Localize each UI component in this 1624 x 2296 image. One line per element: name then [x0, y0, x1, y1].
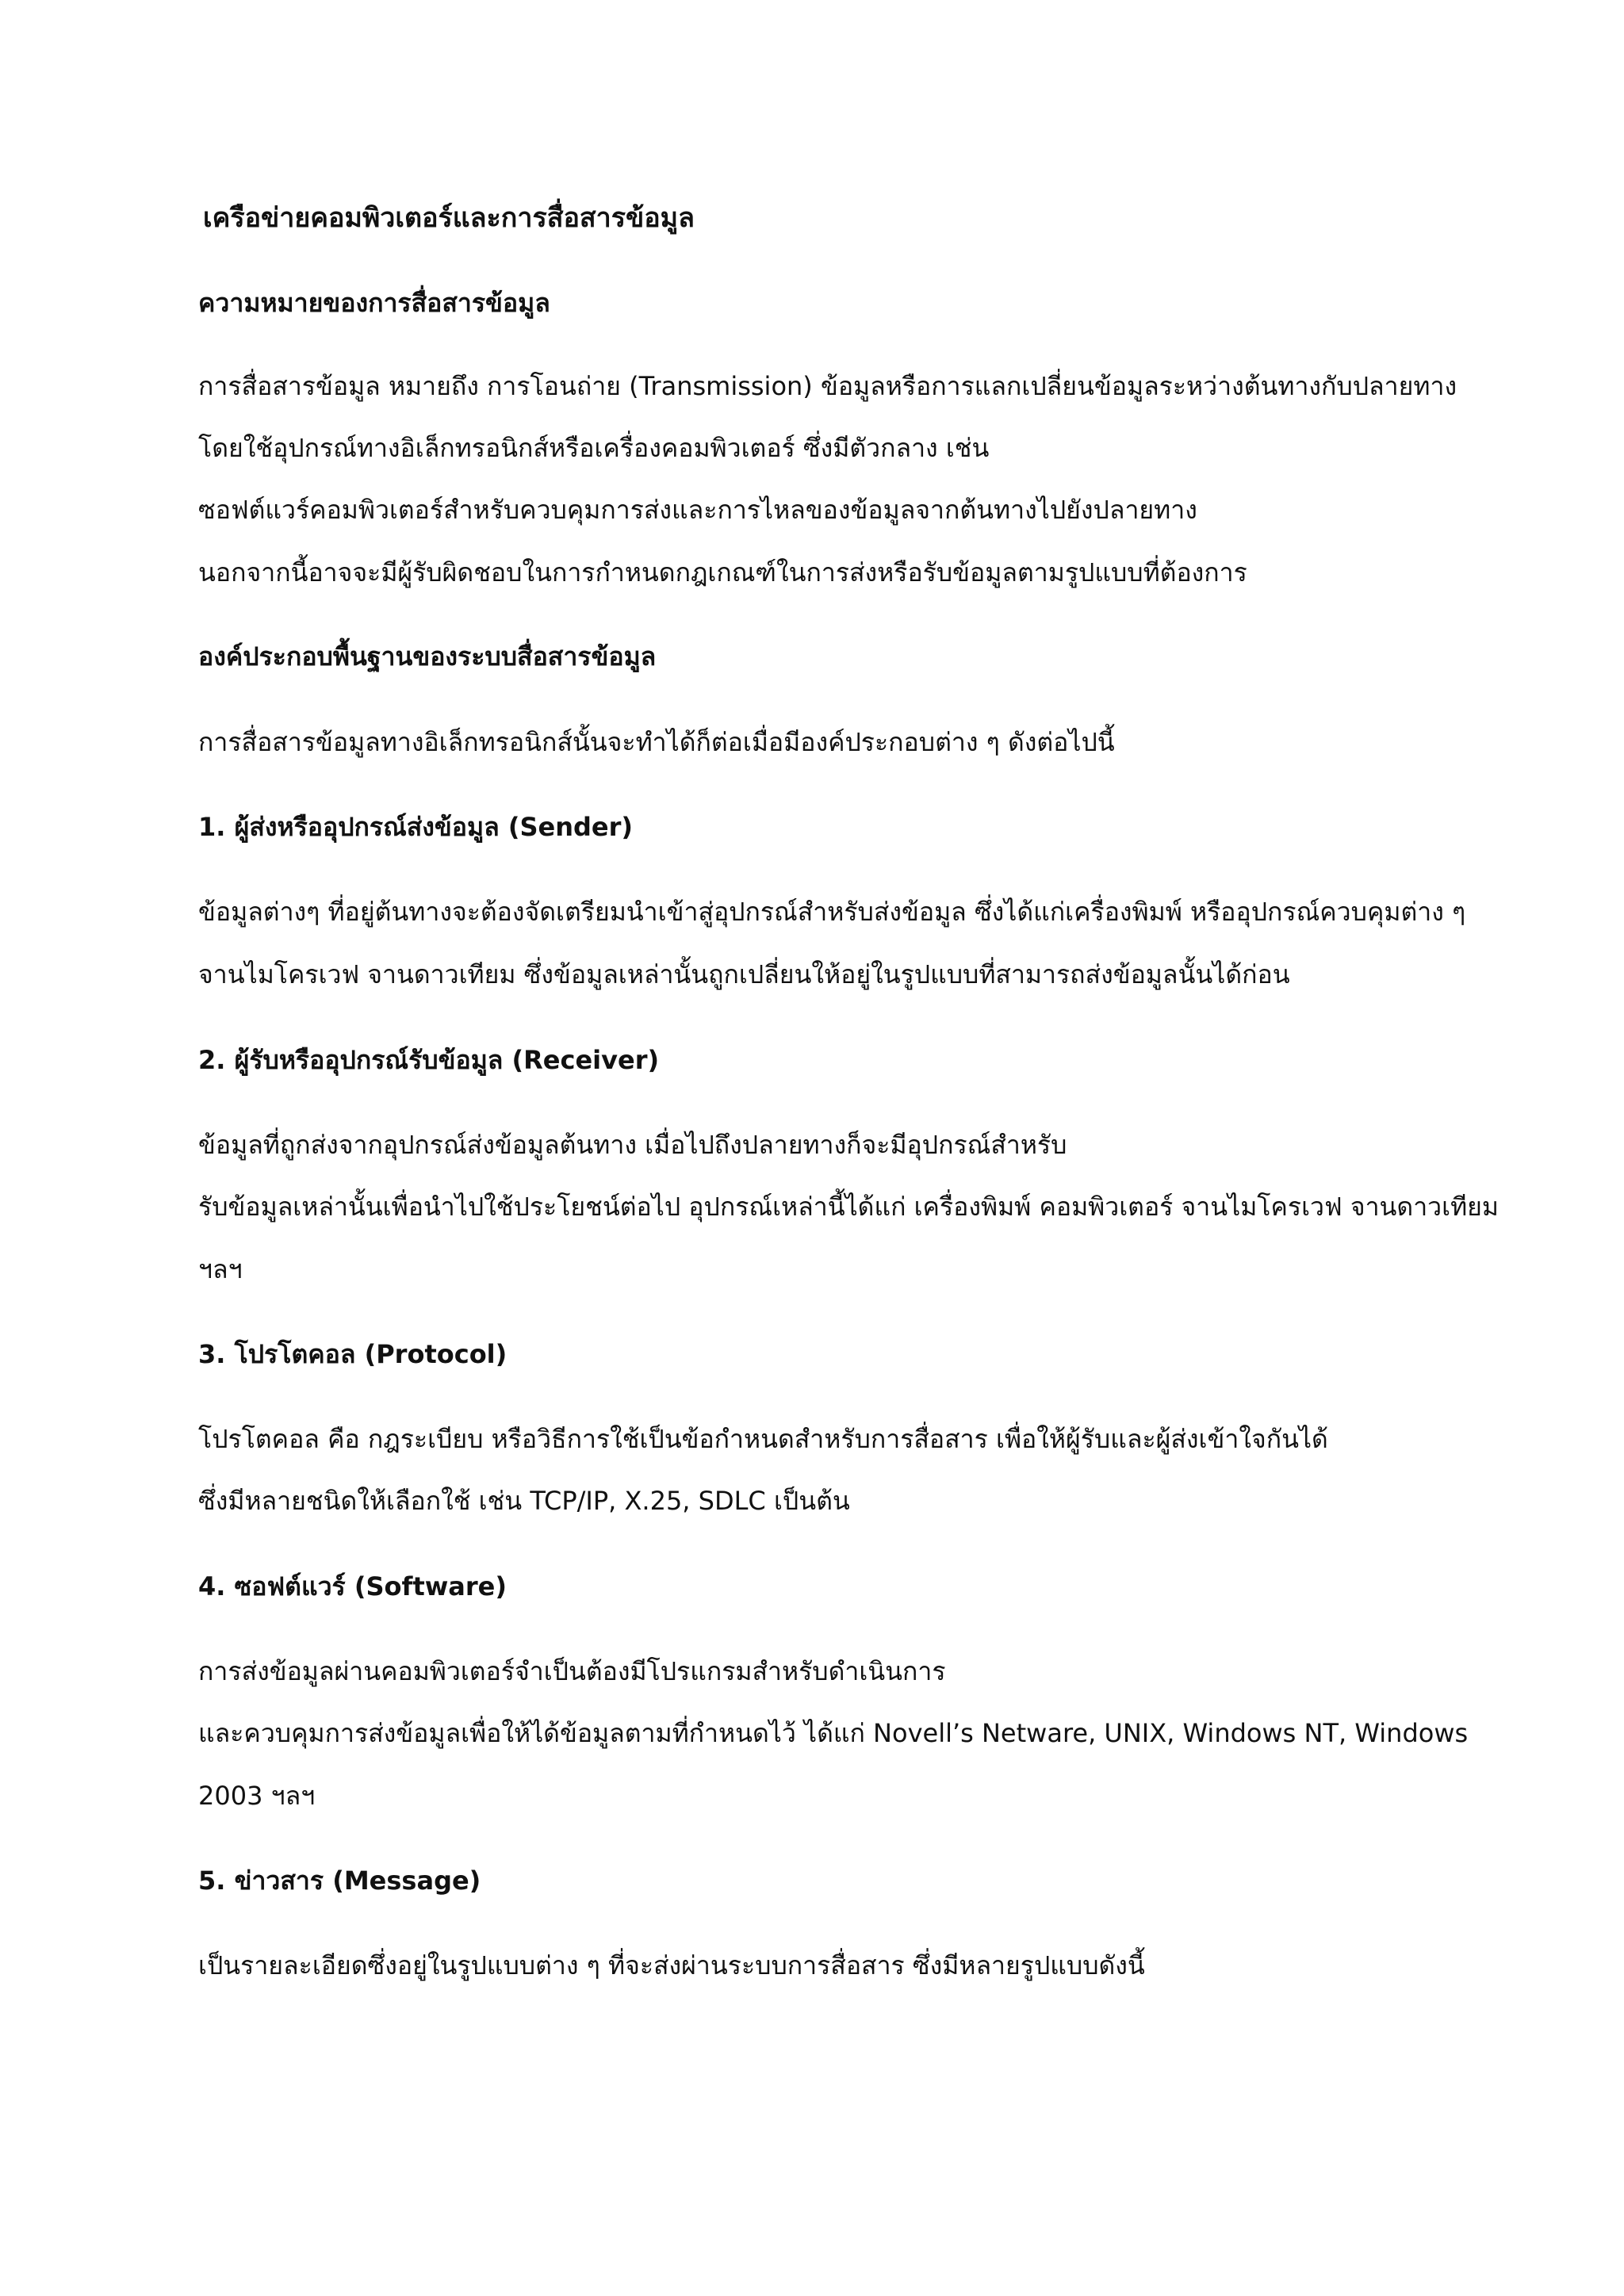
document-title: เครือข่ายคอมพิวเตอร์และการสื่อสารข้อมูล [203, 202, 695, 234]
component-heading-protocol: 3. โปรโตคอล (Protocol) [198, 1339, 508, 1369]
component-heading-software: 4. ซอฟต์แวร์ (Software) [198, 1571, 507, 1601]
component-heading-receiver: 2. ผู้รับหรืออุปกรณ์รับข้อมูล (Receiver) [198, 1045, 660, 1075]
paragraph-line: รับข้อมูลเหล่านั้นเพื่อนำไปใช้ประโยชน์ต่อไป อุปกรณ์เหล่านี้ได้แก่ เครื่องพิมพ์ คอมพิวเตอร์ จานไมโครเวฟ จานดาวเทียม [198, 1192, 1499, 1222]
paragraph-line: การสื่อสารข้อมูลทางอิเล็กทรอนิกส์นั้นจะทำได้ก็ต่อเมื่อมีองค์ประกอบต่าง ๆ ดังต่อไปนี้ [198, 727, 1115, 757]
paragraph-line: โปรโตคอล คือ กฎระเบียบ หรือวิธีการใช้เป็นข้อกำหนดสำหรับการสื่อสาร เพื่อให้ผู้รับและผู้ส่งเข้าใจกันได้ [198, 1424, 1328, 1454]
component-heading-sender: 1. ผู้ส่งหรืออุปกรณ์ส่งข้อมูล (Sender) [198, 812, 634, 842]
component-heading-message: 5. ข่าวสาร (Message) [198, 1866, 481, 1896]
paragraph-line: ฯลฯ [198, 1254, 243, 1284]
paragraph-line: และควบคุมการส่งข้อมูลเพื่อให้ได้ข้อมูลตามที่กำหนดไว้ ได้แก่ Novell’s Netware, UNIX, Windows NT, Windows [198, 1718, 1469, 1748]
paragraph-line: การสื่อสารข้อมูล หมายถึง การโอนถ่าย (Transmission) ข้อมูลหรือการแลกเปลี่ยนข้อมูลระหว่างต้นทางกับปลายทาง [198, 371, 1457, 401]
paragraph-line: เป็นรายละเอียดซึ่งอยู่ในรูปแบบต่าง ๆ ที่จะส่งผ่านระบบการสื่อสาร ซึ่งมีหลายรูปแบบดังนี้ [198, 1950, 1145, 1980]
paragraph-line: ซึ่งมีหลายชนิดให้เลือกใช้ เช่น TCP/IP, X.25, SDLC เป็นต้น [198, 1486, 850, 1516]
paragraph-line: จานไมโครเวฟ จานดาวเทียม ซึ่งข้อมูลเหล่านั้นถูกเปลี่ยนให้อยู่ในรูปแบบที่สามารถส่งข้อมูลนั้นได้ก่อน [198, 959, 1290, 989]
paragraph-line: การส่งข้อมูลผ่านคอมพิวเตอร์จำเป็นต้องมีโปรแกรมสำหรับดำเนินการ [198, 1656, 946, 1686]
section-heading-meaning: ความหมายของการสื่อสารข้อมูล [198, 288, 550, 318]
paragraph-line: ข้อมูลต่างๆ ที่อยู่ต้นทางจะต้องจัดเตรียมนำเข้าสู่อุปกรณ์สำหรับส่งข้อมูล ซึ่งได้แก่เครื่องพิมพ์ หรืออุปกรณ์ควบคุมต่าง ๆ [198, 897, 1466, 927]
paragraph-line: โดยใช้อุปกรณ์ทางอิเล็กทรอนิกส์หรือเครื่องคอมพิวเตอร์ ซึ่งมีตัวกลาง เช่น [198, 433, 990, 463]
paragraph-line: 2003 ฯลฯ [198, 1781, 316, 1811]
section-heading-components: องค์ประกอบพื้นฐานของระบบสื่อสารข้อมูล [198, 641, 657, 672]
paragraph-line: นอกจากนี้อาจจะมีผู้รับผิดชอบในการกำหนดกฎเกณฑ์ในการส่งหรือรับข้อมูลตามรูปแบบที่ต้องการ [198, 557, 1247, 587]
paragraph-line: ข้อมูลที่ถูกส่งจากอุปกรณ์ส่งข้อมูลต้นทาง เมื่อไปถึงปลายทางก็จะมีอุปกรณ์สำหรับ [198, 1130, 1067, 1160]
paragraph-line: ซอฟต์แวร์คอมพิวเตอร์สำหรับควบคุมการส่งและการไหลของข้อมูลจากต้นทางไปยังปลายทาง [198, 495, 1197, 525]
